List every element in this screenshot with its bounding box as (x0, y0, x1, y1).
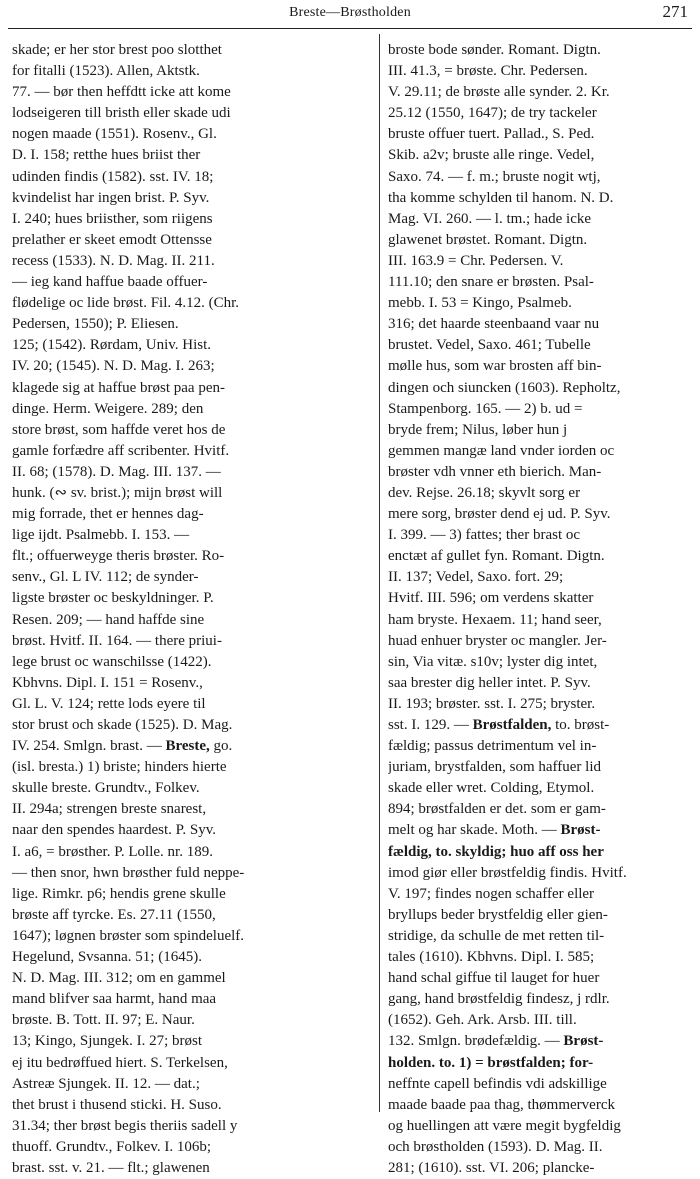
text-line (388, 188, 688, 209)
text-segment: (1652). Geh. Ark. Arsb. III. till. (388, 1012, 577, 1029)
text-line (12, 863, 368, 884)
text-line (388, 378, 688, 399)
text-segment: 25.12 (1550, 1647); de try tackeler (388, 105, 597, 122)
text-segment: brustet. Vedel, Saxo. 461; Tubelle (388, 337, 591, 354)
text-segment: Skib. a2v; bruste alle ringe. Vedel, (388, 147, 595, 164)
text-line (12, 1158, 368, 1179)
right-column (388, 40, 688, 1179)
text-line (388, 1116, 688, 1137)
text-line (388, 863, 688, 884)
text-segment: ej itu bedrøffued hiert. S. Terkelsen, (12, 1054, 228, 1071)
text-line (12, 293, 368, 314)
text-segment: gemmen mangæ land vnder iorden oc (388, 442, 615, 459)
text-segment: ham bryste. Hexaem. 11; hand seer, (388, 611, 602, 628)
text-line (388, 61, 688, 82)
text-line (388, 82, 688, 103)
text-segment: brast. sst. v. 21. — flt.; glawenen (12, 1159, 210, 1176)
text-line (12, 926, 368, 947)
text-segment: imod giør eller brøstfeldig findis. Hvitf. (388, 864, 627, 881)
text-line (388, 652, 688, 673)
text-line (388, 40, 688, 61)
text-line (388, 1010, 688, 1031)
headword: fældig, (388, 843, 432, 860)
text-line (388, 1053, 688, 1074)
text-line (388, 588, 688, 609)
text-line (12, 462, 368, 483)
text-segment: brøster vdh vnner eth bierich. Man- (388, 463, 602, 480)
text-line (12, 884, 368, 905)
text-segment: hunk. (∾ sv. brist.); mijn brøst will (12, 484, 223, 501)
text-segment: gamle forfædre aff scribenter. Hvitf. (12, 442, 230, 459)
text-line (388, 778, 688, 799)
text-line (388, 1095, 688, 1116)
text-segment: go. (209, 738, 233, 755)
text-segment: mig forrade, thet er hennes dag- (12, 506, 204, 523)
text-segment: 111.10; den snare er brøsten. Psal- (388, 274, 594, 291)
text-line (388, 1074, 688, 1095)
text-line (388, 715, 688, 736)
header-rule (8, 28, 692, 29)
text-segment: 316; det haarde steenbaand vaar nu (388, 316, 600, 333)
text-line (388, 314, 688, 335)
text-line (388, 610, 688, 631)
text-segment: lege brust oc wanschilsse (1422). (12, 653, 212, 670)
text-line (12, 40, 368, 61)
text-line (12, 356, 368, 377)
text-line (12, 567, 368, 588)
text-line (12, 1074, 368, 1095)
text-line (12, 610, 368, 631)
text-line (388, 1158, 688, 1179)
headword: holden. (388, 1054, 436, 1071)
headword: Brøst- (560, 822, 601, 839)
text-segment: II. 193; brøster. sst. I. 275; bryster. (388, 695, 596, 712)
text-line (12, 1137, 368, 1158)
text-segment: tha komme schylden til hanom. N. D. (388, 189, 614, 206)
text-segment: Stampenborg. 165. — 2) b. ud = (388, 400, 583, 417)
text-line (388, 694, 688, 715)
text-segment: klagede sig at haffue brøst paa pen- (12, 379, 225, 396)
text-line (12, 546, 368, 567)
text-segment: Resen. 209; — hand haffde sine (12, 611, 205, 628)
text-line (388, 251, 688, 272)
text-segment: Mag. VI. 260. — l. tm.; hade icke (388, 210, 592, 227)
text-segment: I. 240; hues briisther, som riigens (12, 210, 213, 227)
text-segment: 31.34; ther brøst begis theriis sadell y (12, 1117, 238, 1134)
text-segment: I. a6, = brøsther. P. Lolle. nr. 189. (12, 843, 213, 860)
text-segment: for fitalli (1523). Allen, Aktstk. (12, 63, 200, 80)
text-segment: III. 41.3, = brøste. Chr. Pedersen. (388, 63, 588, 80)
text-segment: nogen maade (1551). Rosenv., Gl. (12, 126, 217, 143)
text-line (12, 335, 368, 356)
text-line (12, 588, 368, 609)
text-line (12, 145, 368, 166)
text-line (388, 335, 688, 356)
text-line (12, 103, 368, 124)
text-line (388, 103, 688, 124)
text-segment: bryde frem; Nilus, løber hun j (388, 421, 568, 438)
text-segment: stor brust och skade (1525). D. Mag. (12, 717, 233, 733)
text-segment: ligste brøster oc beskyldninger. P. (12, 590, 214, 607)
text-line (12, 82, 368, 103)
text-line (388, 1137, 688, 1158)
text-line (12, 1116, 368, 1137)
text-line (388, 989, 688, 1010)
text-segment: N. D. Mag. III. 312; om en gammel (12, 970, 226, 987)
text-line (388, 145, 688, 166)
text-segment: skulle breste. Grundtv., Folkev. (12, 780, 200, 797)
text-line (12, 124, 368, 145)
text-segment: (isl. bresta.) 1) briste; hinders hierte (12, 759, 227, 776)
text-segment: mebb. I. 53 = Kingo, Psalmeb. (388, 295, 572, 312)
headword: Breste, (165, 738, 210, 755)
text-segment: — ieg kand haffue baade offuer- (12, 274, 208, 291)
text-segment: thuoff. Grundtv., Folkev. I. 106b; (12, 1138, 212, 1155)
text-segment: thet brust i thusend sticki. H. Suso. (12, 1096, 222, 1113)
text-line (388, 420, 688, 441)
text-line (388, 905, 688, 926)
text-line (12, 1010, 368, 1031)
text-segment: mand blifver saa harmt, hand maa (12, 991, 217, 1008)
text-line (388, 356, 688, 377)
text-segment: 894; brøstfalden er det. som er gam- (388, 801, 606, 818)
text-segment: to. brøst- (551, 717, 610, 733)
text-segment: melt og har skade. Moth. — (388, 822, 561, 839)
text-segment: dev. Rejse. 26.18; skyvlt sorg er (388, 484, 581, 501)
text-segment: D. I. 158; retthe hues briist ther (12, 147, 201, 164)
text-line (12, 715, 368, 736)
text-line (388, 820, 688, 841)
text-line (12, 399, 368, 420)
text-segment: II. 137; Vedel, Saxo. fort. 29; (388, 569, 564, 586)
text-segment: sin, Via vitæ. s10v; lyster dig intet, (388, 653, 598, 670)
text-line (12, 820, 368, 841)
text-segment: sst. I. 129. — (388, 717, 473, 733)
text-segment: II. 68; (1578). D. Mag. III. 137. — (12, 463, 221, 480)
text-segment: glawenet brøstet. Romant. Digtn. (388, 231, 588, 248)
text-line (12, 652, 368, 673)
text-segment: IV. 20; (1545). N. D. Mag. I. 263; (12, 358, 215, 375)
text-segment: Saxo. 74. — f. m.; bruste nogit wtj, (388, 168, 601, 185)
text-segment: neffnte capell befindis vdi adskillige (388, 1075, 607, 1092)
text-segment: V. 197; findes nogen schaffer eller (388, 885, 595, 902)
text-segment: tales (1610). Kbhvns. Dipl. I. 585; (388, 949, 595, 966)
text-line (12, 61, 368, 82)
text-line (388, 968, 688, 989)
text-line (388, 926, 688, 947)
text-line (12, 673, 368, 694)
text-line (388, 525, 688, 546)
text-line (12, 1053, 368, 1074)
text-line (12, 209, 368, 230)
text-line (12, 947, 368, 968)
text-line (12, 420, 368, 441)
text-segment: udinden findis (1582). sst. IV. 18; (12, 168, 214, 185)
text-line (12, 778, 368, 799)
text-line (388, 504, 688, 525)
text-line (388, 230, 688, 251)
text-segment: mere sorg, brøster dend ej ud. P. Syv. (388, 506, 611, 523)
text-line (388, 673, 688, 694)
text-line (388, 124, 688, 145)
text-segment: skade eller wret. Colding, Etymol. (388, 780, 595, 797)
text-segment: og huellingen att være megit bygfeldig (388, 1117, 621, 1134)
text-segment: 125; (1542). Rørdam, Univ. Hist. (12, 337, 212, 354)
text-segment: II. 294a; strengen breste snarest, (12, 801, 207, 818)
text-line (388, 483, 688, 504)
text-line (12, 694, 368, 715)
text-segment: 77. — bør then heffdtt icke att kome (12, 84, 231, 101)
text-segment: Hegelund, Svsanna. 51; (1645). (12, 949, 202, 966)
text-line (388, 441, 688, 462)
text-line (388, 842, 688, 863)
text-line (12, 842, 368, 863)
text-line (12, 968, 368, 989)
text-segment: bryllups beder brystfeldig eller gien- (388, 906, 608, 923)
text-line (12, 905, 368, 926)
text-segment: maade baade paa thag, thømmerverck (388, 1096, 615, 1113)
running-head: Breste—Brøstholden (289, 5, 411, 20)
text-segment: brøste. B. Tott. II. 97; E. Naur. (12, 1012, 195, 1029)
text-segment: prelather er skeet emodt Ottensse (12, 231, 212, 248)
text-line (12, 757, 368, 778)
text-line (388, 167, 688, 188)
text-segment: senv., Gl. L IV. 112; de synder- (12, 569, 199, 586)
text-line (12, 188, 368, 209)
text-segment: skade; er her stor brest poo slotthet (12, 42, 222, 58)
headword: Brøstfalden, (472, 717, 552, 733)
text-segment: Gl. L. V. 124; rette lods eyere til (12, 695, 206, 712)
text-line (12, 378, 368, 399)
text-line (388, 736, 688, 757)
text-line (12, 230, 368, 251)
headword: to. 1) = brøstfalden; for- (435, 1054, 594, 1071)
text-segment: flt.; offuerweyge theris brøster. Ro- (12, 548, 225, 565)
text-line (388, 947, 688, 968)
text-line (388, 293, 688, 314)
text-segment: och brøstholden (1593). D. Mag. II. (388, 1138, 603, 1155)
text-segment: enctæt af gullet fyn. Romant. Digtn. (388, 548, 605, 565)
text-line (388, 399, 688, 420)
text-segment: Hvitf. III. 596; om verdens skatter (388, 590, 594, 607)
text-segment: brøst. Hvitf. II. 164. — there priui- (12, 632, 222, 649)
text-segment: 1647); løgnen brøster som spindeluelf. (12, 927, 245, 944)
text-segment: IV. 254. Smlgn. brast. — (12, 738, 166, 755)
text-segment: store brøst, som haffde veret hos de (12, 421, 226, 438)
text-segment: hand schal giffue til lauget for huer (388, 970, 600, 987)
text-segment: brøste aff tyrcke. Es. 27.11 (1550, (12, 906, 216, 923)
text-line (12, 989, 368, 1010)
text-segment: naar den spendes haardest. P. Syv. (12, 822, 216, 839)
text-line (12, 1095, 368, 1116)
text-line (12, 314, 368, 335)
text-segment: kvindelist har ingen brist. P. Syv. (12, 189, 210, 206)
text-segment: huad enhuer bryster oc mangler. Jer- (388, 632, 607, 649)
headword: to. skyldig; huo aff oss her (431, 843, 604, 860)
text-segment: 13; Kingo, Sjungek. I. 27; brøst (12, 1033, 202, 1050)
text-segment: Pedersen, 1550); P. Eliesen. (12, 316, 179, 333)
text-line (12, 483, 368, 504)
text-line (12, 251, 368, 272)
text-line (12, 631, 368, 652)
text-line (388, 799, 688, 820)
text-segment: III. 163.9 = Chr. Pedersen. V. (388, 252, 564, 269)
text-line (388, 631, 688, 652)
headword: Brøst- (563, 1033, 604, 1050)
text-line (388, 1031, 688, 1052)
text-segment: mølle hus, som war brosten aff bin- (388, 358, 602, 375)
text-segment: dingen och siuncken (1603). Repholtz, (388, 379, 621, 396)
text-segment: 132. Smlgn. brødefældig. — (388, 1033, 564, 1050)
text-segment: V. 29.11; de brøste alle synder. 2. Kr. (388, 84, 610, 101)
text-segment: lige ijdt. Psalmebb. I. 153. — (12, 527, 190, 544)
text-segment: Kbhvns. Dipl. I. 151 = Rosenv., (12, 674, 203, 691)
page-header (0, 2, 700, 24)
text-line (12, 525, 368, 546)
text-segment: gang, hand brøstfeldig findesz, j rdlr. (388, 991, 610, 1008)
text-line (388, 884, 688, 905)
text-line (12, 167, 368, 188)
text-segment: broste bode sønder. Romant. Digtn. (388, 42, 601, 58)
text-line (388, 462, 688, 483)
text-line (12, 272, 368, 293)
text-line (12, 441, 368, 462)
text-line (12, 799, 368, 820)
text-segment: 281; (1610). sst. VI. 206; plancke- (388, 1159, 595, 1176)
text-segment: bruste offuer tuert. Pallad., S. Ped. (388, 126, 595, 143)
left-column (12, 40, 368, 1179)
text-segment: stridige, da schulle de met retten til- (388, 927, 605, 944)
page-number: 271 (662, 2, 688, 21)
text-line (388, 546, 688, 567)
text-segment: flødelige oc lide brøst. Fil. 4.12. (Chr. (12, 295, 240, 312)
text-segment: Astreæ Sjungek. II. 12. — dat.; (12, 1075, 200, 1092)
text-segment: I. 399. — 3) fattes; ther brast oc (388, 527, 581, 544)
text-line (388, 567, 688, 588)
text-segment: recess (1533). N. D. Mag. II. 211. (12, 252, 215, 269)
text-segment: juriam, brystfalden, som haffuer lid (388, 759, 602, 776)
text-segment: lige. Rimkr. p6; hendis grene skulle (12, 885, 226, 902)
text-segment: fældig; passus detrimentum vel in- (388, 738, 597, 755)
text-line (388, 757, 688, 778)
text-segment: lodseigeren till bristh eller skade udi (12, 105, 231, 122)
text-line (388, 209, 688, 230)
text-line (12, 504, 368, 525)
column-divider (379, 34, 380, 1112)
text-segment: saa brester dig heller intet. P. Syv. (388, 674, 591, 691)
text-line (12, 1031, 368, 1052)
text-line (388, 272, 688, 293)
text-segment: — then snor, hwn brøsther fuld neppe- (12, 864, 245, 881)
text-segment: dinge. Herm. Weigere. 289; den (12, 400, 204, 417)
text-line (12, 736, 368, 757)
